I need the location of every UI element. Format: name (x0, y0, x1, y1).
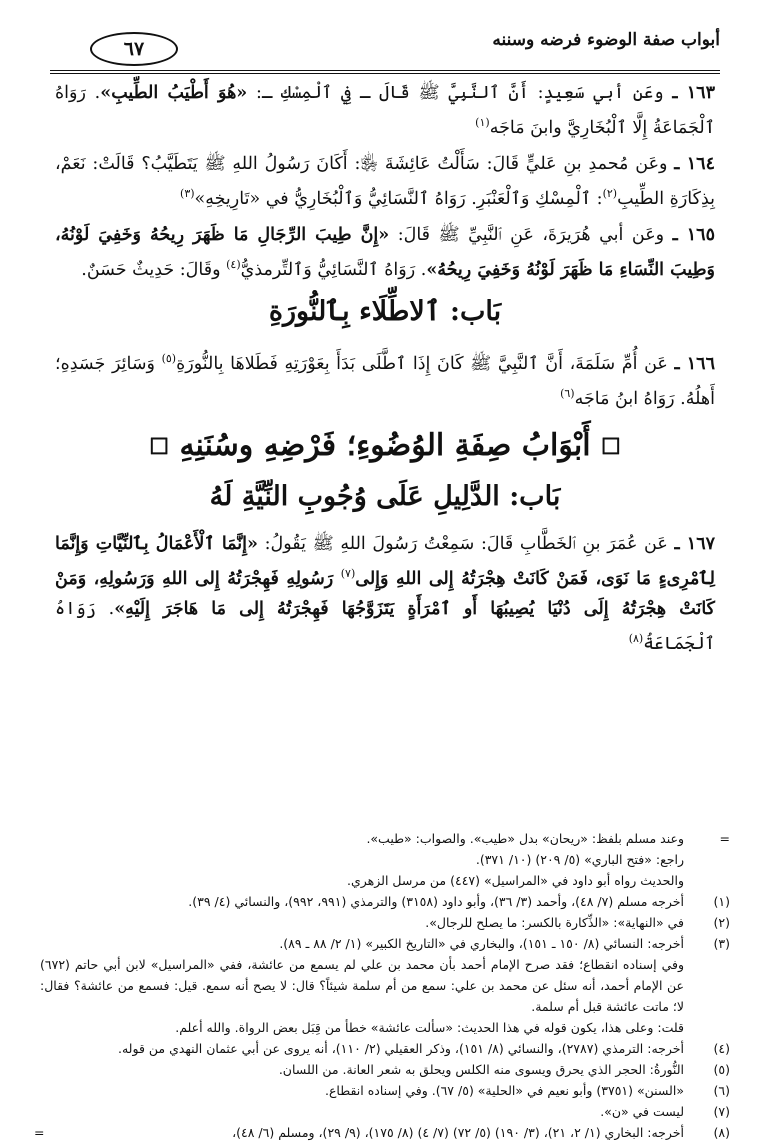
footnote-6 (40, 1080, 730, 1101)
footnote-line: ليست في «ن». (600, 1104, 684, 1119)
footnote-ref[interactable]: (٣) (180, 186, 195, 200)
footnote-number: (٢) (713, 915, 730, 930)
footnote-2 (40, 912, 730, 933)
footnote-ref[interactable]: (٤) (226, 257, 241, 271)
footnote-7 (40, 1101, 730, 1122)
narration-text: وَسَائِرَ جَسَدِهِ؛ أَهلُهُ. رَوَاهُ ابنُ مَاجَه (55, 354, 715, 410)
hadith-quote: رَسُولِهِ فَهِجْرَتُهُ إِلى اللهِ وَرَسُولِهِ، وَمَنْ كَانَتْ هِجْرَتُهُ إِلَى دُنْيَا يُصِيبُهَا أَو ٱمْرَأَةٍ يَتَزَوَّجُهَا فَهِجْرَتُهُ إِلى مَا هَاجَرَ إِلَيْهِ» (55, 568, 715, 619)
footnote-number: (٤) (713, 1041, 730, 1056)
hadith-number: ١٦٤ ـ (674, 153, 715, 174)
continuation-mark: = (34, 1125, 45, 1140)
footnote-number: (٣) (713, 936, 730, 951)
footnote-line: أخرجه: البخاري (١/ ٢، ٢١)، (٣/ ١٩٠) (٥/ ٧٢) (٧/ ٤) (٨/ ١٧٥)، (٩/ ٢٩)، ومسلم (٦/ ٤٨)، (232, 1125, 684, 1140)
footnote-ref[interactable]: (٦) (560, 387, 575, 401)
footnote-4 (40, 1038, 730, 1059)
hadith-quote: «إِنَّمَا ٱلْأَعْمَالُ بِٱلنِّيَّاتِ وَإِنَّمَا لِٱمْرِىءٍ مَا نَوَى، فَمَنْ كَانَتْ هِجْرَتُهُ إِلى اللهِ وَإِلى (55, 534, 715, 589)
footnote-number: (٦) (713, 1083, 730, 1098)
narration-text: وقَالَ: حَدِيثٌ حَسَنٌ. (81, 259, 227, 280)
footnote-ref[interactable]: (١) (475, 116, 490, 129)
footnote-continuation (40, 828, 730, 891)
footnote-1 (40, 891, 730, 912)
section-title-text: أَبْوَابُ صِفَةِ الوُضُوءِ؛ فَرْضِهِ وسُنَنِهِ (179, 428, 591, 464)
narration-text: . رَوَاهُ ٱلْجَمَاعَةُ (55, 598, 715, 654)
hadith-164 (55, 149, 715, 214)
continuation-mark: = (719, 831, 730, 846)
narration-text: . رَوَاهُ ٱلنَّسَائِيُّ وَٱلتِّرمذيُّ (240, 259, 427, 280)
running-title: أبواب صفة الوضوء فرضه وسننه (492, 30, 720, 50)
hadith-163 (55, 78, 715, 143)
hadith-quote: «إِنَّ طِيبَ الرِّجَالِ مَا ظَهَرَ رِيحُهُ وَخَفِيَ لَوْنُهُ، وَطِيبَ النِّسَاءِ مَا ظَهَرَ لَوْنُهُ وَخَفِيَ رِيحُهُ» (55, 224, 715, 280)
hadith-number: ١٦٦ ـ (674, 354, 715, 375)
footnote-number: (٥) (713, 1062, 730, 1077)
footnote-number: (٨) (713, 1125, 730, 1140)
box-icon: ☐ (601, 434, 621, 461)
footnote-line: أخرجه: الترمذي (٢٧٨٧)، والنسائي (٨/ ١٥١)، وذكر العقيلي (٢/ ١١٠)، أنه يروى عن أبي عثمان النهدي من قوله. (118, 1041, 684, 1056)
page-number: ٦٧ (90, 32, 178, 66)
footnote-line: وعند مسلم بلفظ: «ريحان» بدل «طيب». والصواب: «طيب». (366, 831, 684, 846)
hadith-number: ١٦٣ ـ (672, 83, 715, 103)
narration-text: عَن أُمِّ سَلَمَةَ، أَنَّ ٱلنَّبِيَّ ﷺ كَانَ إِذَا ٱطَّلَى بَدَأَ بِعَوْرَتِهِ فَطَلاهَا بِالنُّورَةِ (176, 354, 668, 375)
footnote-ref[interactable]: (٧) (340, 567, 356, 581)
footnote-5 (40, 1059, 730, 1080)
footnote-number: (٧) (713, 1104, 730, 1119)
chapter-heading: بَاب: ٱلاطِّلَاء بِٱلنُّورَةِ (268, 296, 502, 328)
footnote-ref[interactable]: (٨) (628, 631, 644, 645)
footnote-8 (34, 1122, 730, 1143)
footnote-line: في «النهاية»: «الذِّكارة بالكسر: ما يصلح للرجال». (425, 915, 684, 930)
main-text (55, 78, 715, 665)
footnote-ref[interactable]: (٥) (161, 352, 177, 366)
footnote-line: راجع: «فتح الباري» (٥/ ٢٠٩) (١٠/ ٣٧١). (475, 852, 684, 867)
narration-text: وعَن مُحمدِ بنِ عَليٍّ قَالَ: سَأَلْتُ عَائِشَةَ ﵂: أَكَانَ رَسُولُ اللهِ ﷺ يَتَطَيَّبُ؟ قَالَتْ: نَعَمْ، بِذِكَارَةِ الطِّيبِ (55, 153, 715, 209)
narration-text: : ٱلْمِسْكِ وَٱلْعَنْبَرِ. رَوَاهُ ٱلنَّسَائِيُّ وَٱلْبُخَارِيُّ في «تَارِيخِهِ» (194, 188, 603, 209)
footnote-number: (١) (713, 894, 730, 909)
hadith-167 (55, 529, 715, 659)
footnote-line: وفي إسناده انقطاع؛ فقد صرح الإمام أحمد بأن محمد بن علي لم يسمع من عائشة، ففي «المراسيل» لابن أبي حاتم (٦٧٢) عن الإمام أحمد، أنه سئل عن محمد بن علي: سمع من أم سلمة شيئاً؟ قال: لا يصح أنه سمع. قيل: فسمع من عائشة؟ فقال: لا؛ ماتت عائشة قبل أم سلمة. (40, 957, 684, 1014)
header-rule (50, 70, 720, 74)
chapter-heading: بَاب: الدَّلِيلِ عَلَى وُجُوبِ النِّيَّةِ لَهُ (209, 481, 561, 513)
narration-text: عَن عُمَرَ بنِ ٱلخَطَّابِ قَالَ: سَمِعْتُ رَسُولَ اللهِ ﷺ يَقُولُ: (264, 534, 668, 555)
footnote-3 (40, 933, 730, 1038)
footnotes (34, 828, 730, 1143)
section-title (55, 424, 715, 469)
hadith-number: ١٦٧ ـ (674, 534, 715, 555)
footnote-line: أخرجه: النسائي (٨/ ١٥٠ ـ ١٥١)، والبخاري في «التاريخ الكبير» (١/ ٢/ ٨٨ ـ ٨٩). (279, 936, 684, 951)
hadith-quote: «هُوَ أَطْيَبُ الطِّيبِ» (100, 83, 248, 103)
footnote-line: «السنن» (٣٧٥١) وأبو نعيم في «الحلية» (٥/ ٦٧). وفي إسناده انقطاع. (324, 1083, 684, 1098)
hadith-166 (55, 344, 715, 414)
footnote-ref[interactable]: (٢) (602, 186, 618, 200)
footnote-line: قلت: وعلى هذا، يكون قوله في هذا الحديث: «سألت عائشة» خطأ من قِبَل بعض الرواة. والله أعلم. (175, 1020, 684, 1035)
narration-text: وعَن أبي سَعِيدٍ: أَنَّ ٱلنَّبِيَّ ﷺ قَالَ ـ فِي ٱلْمِسْكِ ـ: (256, 83, 664, 103)
hadith-165 (55, 220, 715, 285)
box-icon: ☐ (149, 434, 169, 461)
narration-text: . رَوَاهُ ٱلْجَمَاعَةُ إِلَّا ٱلْبُخَارِيَّ وابنَ مَاجَه (55, 83, 715, 138)
footnote-line: النُّورةُ: الحجر الذي يحرق ويسوى منه الكلس ويحلق به شعر العانة. من اللسان. (278, 1062, 684, 1077)
hadith-number: ١٦٥ ـ (672, 224, 715, 245)
footnote-line: والحديث رواه أبو داود في «المراسيل» (٤٤٧) من مرسل الزهري. (347, 873, 684, 888)
narration-text: وعَن أبي هُرَيرَةَ، عَنِ ٱلنَّبِيِّ ﷺ قَالَ: (397, 224, 665, 245)
footnote-line: أخرجه مسلم (٧/ ٤٨)، وأحمد (٣/ ٣٦)، وأبو داود (٣١٥٨) والترمذي (٩٩١، ٩٩٢)، والنسائي (٤/ ٣٩). (188, 894, 684, 909)
page-header (50, 22, 720, 74)
